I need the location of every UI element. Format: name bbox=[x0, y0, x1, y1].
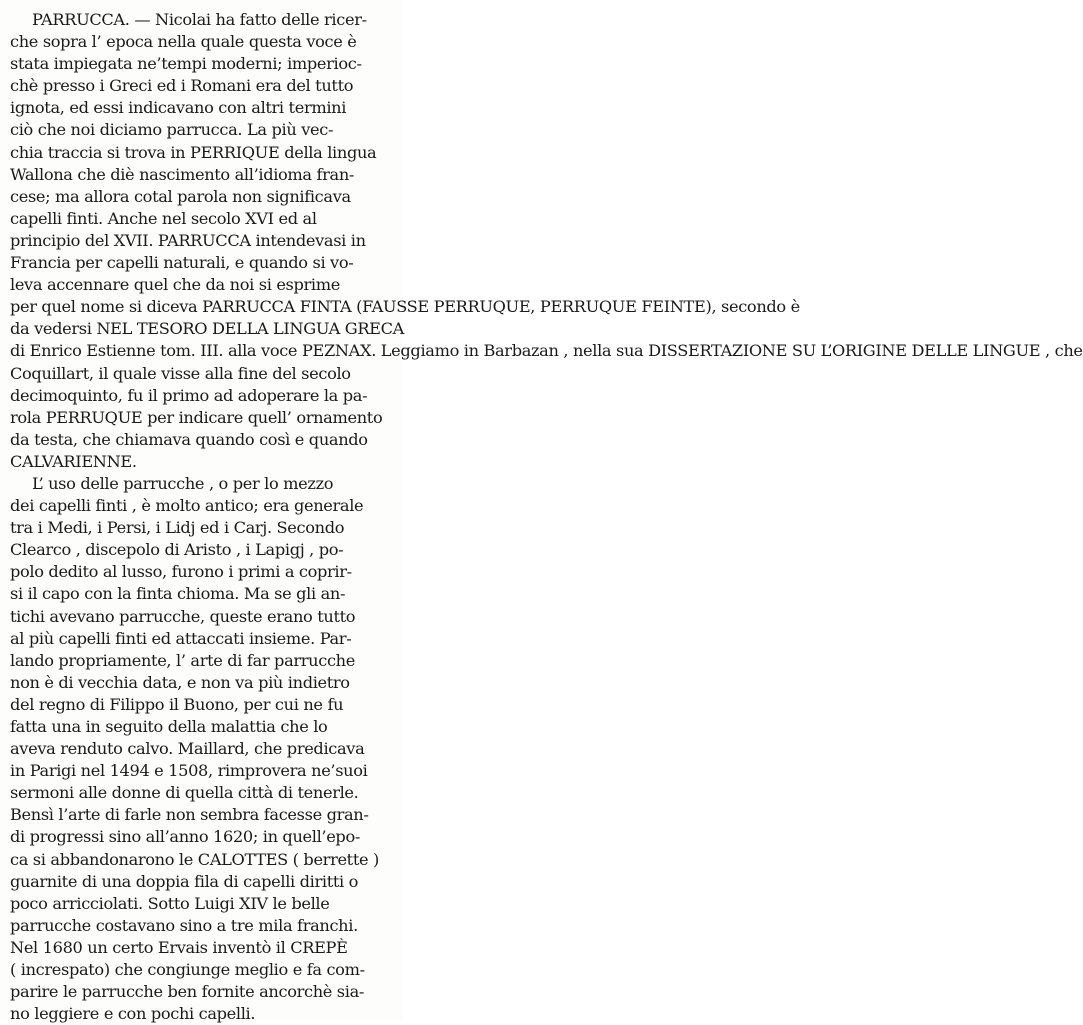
text-line: Clearco , discepolo di Aristo , i Lapigj , po- bbox=[10, 540, 344, 560]
text-line: ca si abbandonarono le CALOTTES ( berrette ) bbox=[10, 849, 379, 869]
text-line: capelli finti. Anche nel secolo XVI ed al bbox=[10, 208, 317, 228]
text-line: non è di vecchia data, e non va più indietro bbox=[10, 672, 350, 692]
text-line: cese; ma allora cotal parola non significava bbox=[10, 186, 351, 206]
text-line: si il capo con la finta chioma. Ma se gli an- bbox=[10, 584, 346, 604]
text-line: fatta una in seguito della malattia che lo bbox=[10, 717, 328, 736]
text-line: chè presso i Greci ed i Romani era del tutto bbox=[10, 76, 354, 96]
text-line: di progressi sino all’anno 1620; in quell’epo- bbox=[10, 827, 360, 847]
text-line: decimoquinto, fu il primo ad adoperare la pa- bbox=[10, 385, 368, 405]
text-line: principio del XVII. PARRUCCA intendevasi in bbox=[10, 230, 366, 250]
text-line: Francia per capelli naturali, e quando si vo- bbox=[10, 253, 354, 273]
text-line: in Parigi nel 1494 e 1508, rimprovera ne’suoi bbox=[10, 761, 368, 781]
text-line: per quel nome si diceva PARRUCCA FINTA (FAUSSE PERRUQUE, PERRUQUE FEINTE), secondo è bbox=[10, 297, 800, 317]
text-line: del regno di Filippo il Buono, per cui ne fu bbox=[10, 694, 344, 714]
text-line: poco arricciolati. Sotto Luigi XIV le belle bbox=[10, 893, 330, 913]
text-line: tra i Medi, i Persi, i Lidj ed i Carj. Secondo bbox=[10, 518, 345, 538]
text-line: chia traccia si trova in PERRIQUE della lingua bbox=[10, 142, 377, 162]
text-line: leva accennare quel che da noi si esprime bbox=[10, 275, 340, 295]
text-line: sermoni alle donne di quella città di tenerle. bbox=[10, 783, 359, 803]
text-line: da vedersi NEL TESORO DELLA LINGUA GRECA bbox=[10, 319, 405, 339]
text-line: ( increspato) che congiunge meglio e fa com- bbox=[10, 960, 365, 980]
text-line: di Enrico Estienne tom. III. alla voce PEZNAX. Leggiamo in Barbazan , nella sua DISSERTAZIONE SU L’ORIGINE DELLE LINGUE , che bbox=[10, 341, 1083, 361]
text-line: rola PERRUQUE per indicare quell’ ornamento bbox=[10, 407, 383, 427]
text-line: lando propriamente, l’ arte di far parrucche bbox=[10, 650, 355, 670]
text-line: Nel 1680 un certo Ervais inventò il CREPÈ bbox=[10, 937, 348, 957]
text-line: Coquillart, il quale visse alla fine del secolo bbox=[10, 363, 351, 383]
text-line: al più capelli finti ed attaccati insieme. Par- bbox=[10, 628, 352, 648]
text-line: dei capelli finti , è molto antico; era generale bbox=[10, 496, 364, 516]
paragraph-parrucca-history bbox=[10, 473, 395, 1025]
text-line: aveva renduto calvo. Maillard, che predicava bbox=[10, 739, 365, 759]
text-line: stata impiegata ne’tempi moderni; imperioc- bbox=[10, 54, 362, 74]
text-line: polo dedito al lusso, furono i primi a coprir- bbox=[10, 562, 352, 582]
text-line: che sopra l’ epoca nella quale questa voce è bbox=[10, 32, 357, 52]
text-line: ignota, ed essi indicavano con altri termini bbox=[10, 98, 347, 118]
text-line: PARRUCCA. — Nicolai ha fatto delle ricer- bbox=[32, 10, 367, 29]
text-line: CALVARIENNE. bbox=[10, 451, 137, 471]
text-line: Wallona che diè nascimento all’idioma fran- bbox=[10, 164, 355, 184]
text-line: L’ uso delle parrucche , o per lo mezzo bbox=[32, 473, 334, 493]
text-line: Bensì l’arte di farle non sembra facesse gran- bbox=[10, 805, 369, 825]
text-line: ciò che noi diciamo parrucca. La più vec- bbox=[10, 120, 334, 140]
text-line: no leggiere e con pochi capelli. bbox=[10, 1004, 256, 1024]
text-line: parrucche costavano sino a tre mila franchi. bbox=[10, 915, 358, 935]
text-line: parire le parrucche ben fornite ancorchè sia- bbox=[10, 982, 365, 1002]
text-line: da testa, che chiamava quando così e quando bbox=[10, 429, 368, 449]
paragraph-parrucca-origin bbox=[10, 9, 1083, 473]
text-line: tichi avevano parrucche, queste erano tutto bbox=[10, 606, 356, 626]
text-line: guarnite di una doppia fila di capelli diritti o bbox=[10, 871, 359, 891]
